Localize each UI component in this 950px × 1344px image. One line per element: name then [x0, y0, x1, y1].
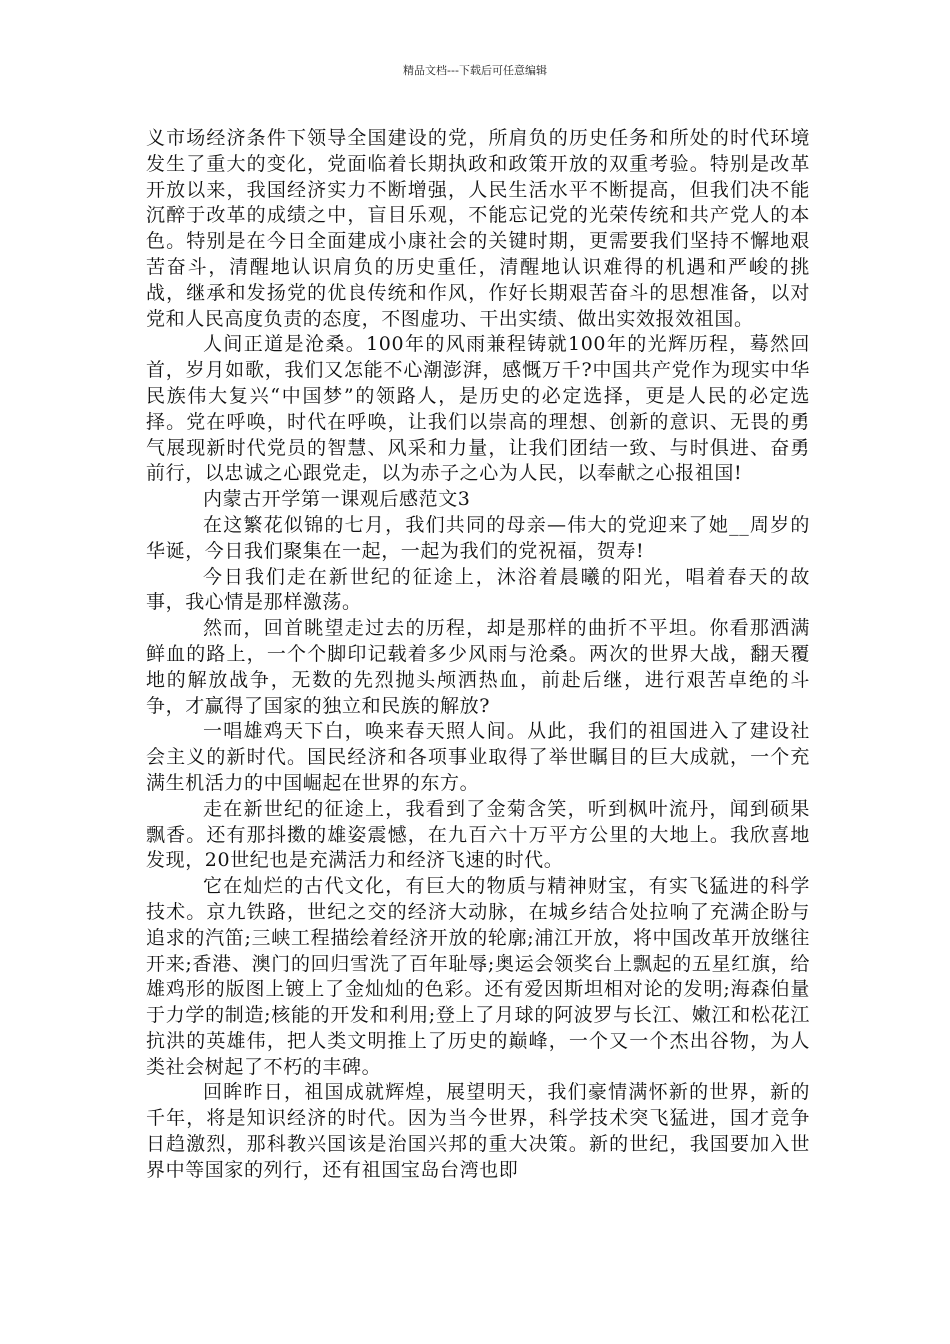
- paragraph-6: 一唱雄鸡天下白，唤来春天照人间。从此，我们的祖国进入了建设社会主义的新时代。国民经济和各项事业取得了举世瞩目的巨大成就，一个充满生机活力的中国崛起在世界的东方。: [146, 720, 810, 794]
- paragraph-3: 在这繁花似锦的七月，我们共同的母亲—伟大的党迎来了她__周岁的华诞，今日我们聚集在一起，一起为我们的党祝福，贺寿!: [146, 513, 810, 562]
- document-body: [146, 126, 810, 1184]
- paragraph-1: 义市场经济条件下领导全国建设的党，所肩负的历史任务和所处的时代环境发生了重大的变化，党面临着长期执政和政策开放的双重考验。特别是改革开放以来，我国经济实力不断增强，人民生活水平不断提高，但我们决不能沉醉于改革的成绩之中，盲目乐观，不能忘记党的光荣传统和共产党人的本色。特别是在今日全面建成小康社会的关键时期，更需要我们坚持不懈地艰苦奋斗，清醒地认识肩负的历史重任，清醒地认识难得的机遇和严峻的挑战，继承和发扬党的优良传统和作风，作好长期艰苦奋斗的思想准备，以对党和人民高度负责的态度，不图虚功、干出实绩、做出实效报效祖国。: [146, 127, 810, 330]
- paragraph-8: 它在灿烂的古代文化，有巨大的物质与精神财宝，有实飞猛进的科学技术。京九铁路，世纪之交的经济大动脉，在城乡结合处拉响了充满企盼与追求的汽笛;三峡工程描绘着经济开放的轮廓;浦江开放，将中国改革开放继往开来;香港、澳门的回归雪洗了百年耻辱;奥运会领奖台上飘起的五星红旗，给雄鸡形的版图上镀上了金灿灿的色彩。还有爱因斯坦相对论的发明;海森伯量于力学的制造;核能的开发和利用;登上了月球的阿波罗与长江、嫩江和松花江抗洪的英雄伟，把人类文明推上了历史的巅峰，一个又一个杰出谷物，为人类社会树起了不朽的丰碑。: [146, 875, 810, 1078]
- header-text: 精品文档---下载后可任意编辑: [403, 64, 547, 77]
- paragraph-5: 然而，回首眺望走过去的历程，却是那样的曲折不平坦。你看那洒满鲜血的路上，一个个脚印记载着多少风雨与沧桑。两次的世界大战，翻天覆地的解放战争，无数的先烈抛头颅洒热血，前赴后继，进行艰苦卓绝的斗争，才赢得了国家的独立和民族的解放?: [146, 617, 810, 717]
- paragraph-2: 人间正道是沧桑。100年的风雨兼程铸就100年的光辉历程，蓦然回首，岁月如歌，我们又怎能不心潮澎湃，感慨万千?中国共产党作为现实中华民族伟大复兴“中国梦”的领路人，是历史的必定选择，更是人民的必定选择。党在呼唤，时代在呼唤，让我们以崇高的理想、创新的意识、无畏的勇气展现新时代党员的智慧、风采和力量，让我们团结一致、与时俱进、奋勇前行，以忠诚之心跟党走，以为赤子之心为人民，以奉献之心报祖国!: [146, 333, 810, 485]
- section-subheading: 内蒙古开学第一课观后感范文3: [203, 488, 471, 511]
- paragraph-7: 走在新世纪的征途上，我看到了金菊含笑，听到枫叶流丹，闻到硕果飘香。还有那抖擞的雄姿震憾，在九百六十万平方公里的大地上。我欣喜地发现，20世纪也是充满活力和经济飞速的时代。: [146, 797, 810, 872]
- page-header: [0, 64, 950, 78]
- paragraph-4: 今日我们走在新世纪的征途上，沐浴着晨曦的阳光，唱着春天的故事，我心情是那样激荡。: [146, 565, 810, 614]
- paragraph-9: 回眸昨日，祖国成就辉煌，展望明天，我们豪情满怀新的世界，新的千年，将是知识经济的时代。因为当今世界，科学技术突飞猛进，国才竞争日趋激烈，那科教兴国该是治国兴邦的重大决策。新的世纪，我国要加入世界中等国家的列行，还有祖国宝岛台湾也即: [146, 1081, 810, 1181]
